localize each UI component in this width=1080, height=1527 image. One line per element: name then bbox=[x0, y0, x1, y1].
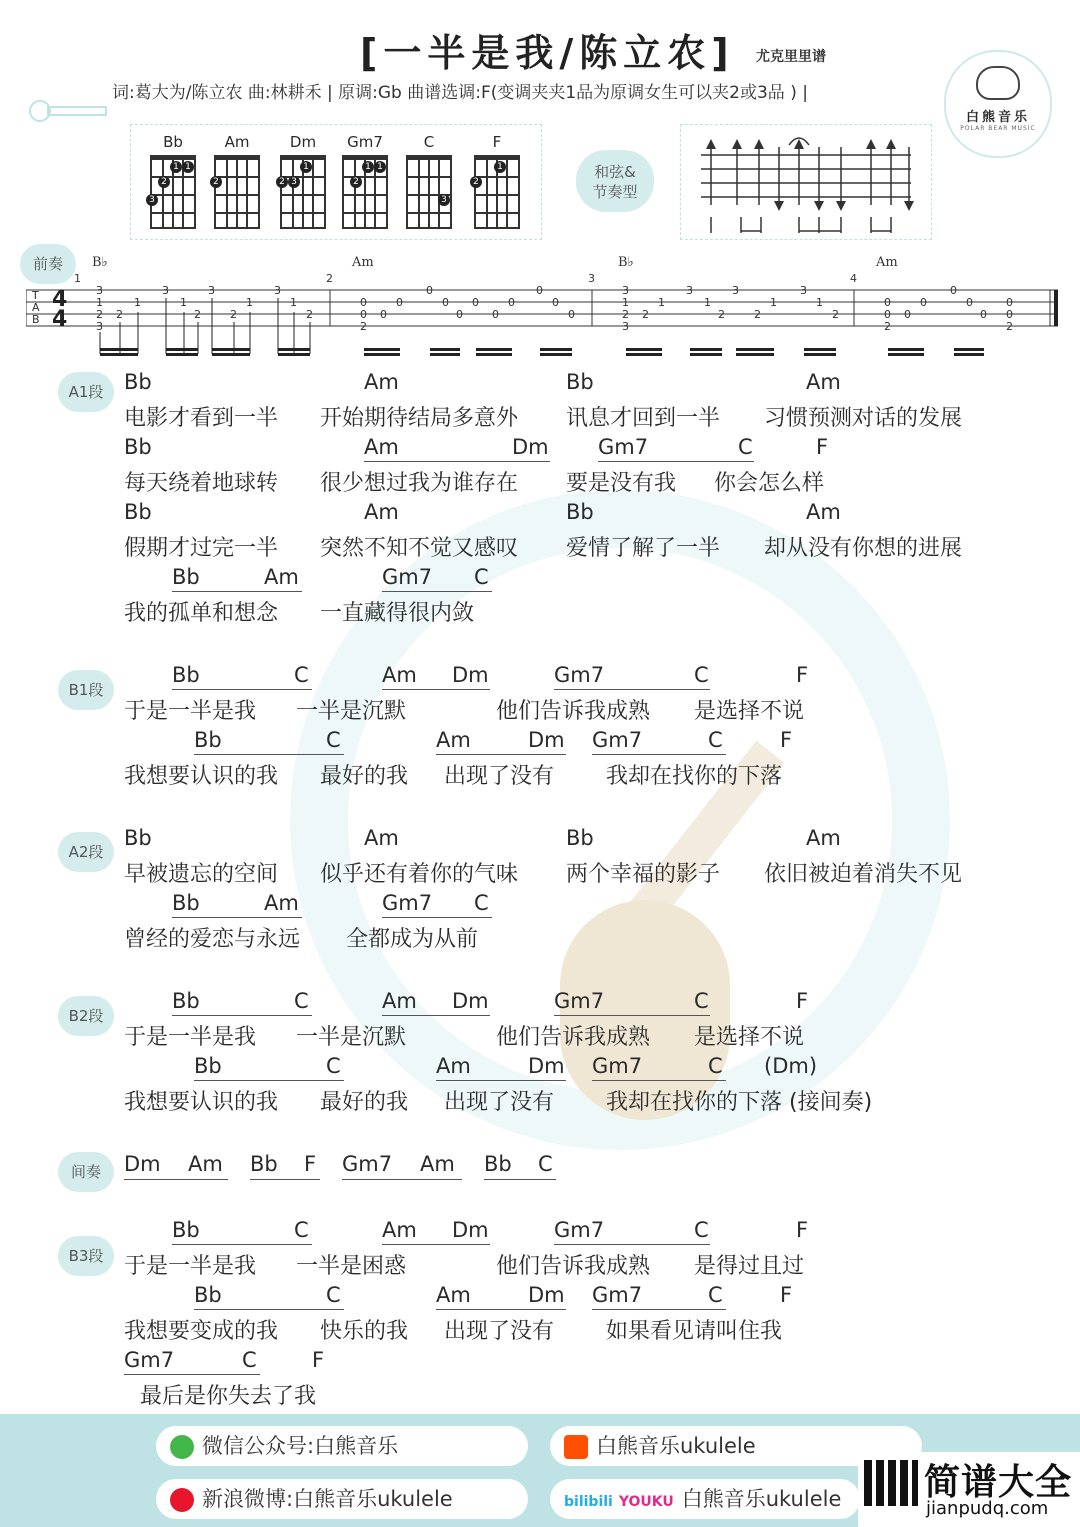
tab-measure-4: 4 bbox=[850, 272, 857, 285]
logo-name: 白熊音乐 bbox=[965, 110, 1030, 125]
svg-text:2: 2 bbox=[96, 308, 103, 321]
video-text: 白熊音乐ukulele bbox=[681, 1487, 842, 1511]
svg-text:0: 0 bbox=[536, 284, 543, 297]
lyric-a2-1b: 似乎还有着你的气味 bbox=[320, 862, 519, 887]
svg-text:2: 2 bbox=[230, 308, 237, 321]
chord: Gm7 bbox=[342, 1152, 393, 1176]
svg-text:0: 0 bbox=[904, 308, 911, 321]
lyric-a1-1a: 电影才看到一半 bbox=[124, 406, 279, 431]
chord-name: Gm7 bbox=[347, 133, 383, 151]
tab-time-top: 4 bbox=[52, 287, 68, 312]
tab-time-bottom: 4 bbox=[52, 307, 68, 332]
svg-text:0: 0 bbox=[360, 296, 367, 309]
tab-clef-t: T bbox=[32, 289, 39, 302]
chord-diagram-dm: Dm 2 3 1 bbox=[277, 133, 329, 229]
chord: Bb bbox=[124, 826, 152, 850]
svg-text:3: 3 bbox=[274, 284, 281, 297]
lyric-b1-2b: 最好的我 bbox=[320, 764, 409, 789]
chord: C bbox=[694, 1218, 709, 1242]
chord-diagram-bb: Bb 3 2 1 1 bbox=[147, 133, 199, 229]
chord-diagram-gm7: Gm7 2 1 1 bbox=[339, 133, 391, 229]
tab-measure-3: 3 bbox=[588, 272, 595, 285]
chord: C bbox=[538, 1152, 553, 1176]
chord-underline bbox=[194, 754, 344, 755]
chord: Bb bbox=[566, 370, 594, 394]
svg-text:0: 0 bbox=[966, 296, 973, 309]
logo-eng: POLAR BEAR MUSIC bbox=[960, 125, 1036, 132]
chord-underline bbox=[592, 1080, 726, 1081]
chord: Am bbox=[382, 663, 417, 687]
svg-text:3: 3 bbox=[208, 284, 215, 297]
taobao-text: 白熊音乐ukulele bbox=[596, 1434, 756, 1458]
chord-underline bbox=[364, 461, 550, 462]
section-label-a1: A1段 bbox=[58, 372, 114, 412]
chord-underline bbox=[554, 1244, 710, 1245]
lyric-b2-1a: 于是一半是我 bbox=[124, 1025, 257, 1050]
svg-text:0: 0 bbox=[492, 308, 499, 321]
svg-text:1: 1 bbox=[180, 296, 187, 309]
section-label-interlude: 间奏 bbox=[58, 1152, 114, 1192]
chord-name: Bb bbox=[163, 133, 183, 151]
tab-chord-1: B♭ bbox=[92, 256, 108, 270]
taobao-icon bbox=[564, 1435, 588, 1459]
chord-underline bbox=[484, 1179, 556, 1180]
lyric-b2-2d: 我却在找你的下落 (接间奏) bbox=[606, 1090, 873, 1115]
lyric-a2-1a: 早被遗忘的空间 bbox=[124, 862, 279, 887]
lyric-b3-1b: 一半是困惑 bbox=[296, 1254, 407, 1279]
lyric-b3-3a: 最后是你失去了我 bbox=[140, 1384, 317, 1409]
svg-text:1: 1 bbox=[704, 296, 711, 309]
svg-text:2: 2 bbox=[306, 308, 313, 321]
lyric-a1-1c: 讯息才回到一半 bbox=[566, 406, 721, 431]
lyric-b1-1a: 于是一半是我 bbox=[124, 699, 257, 724]
lyric-b1-2d: 我却在找你的下落 bbox=[606, 764, 783, 789]
chord: Dm bbox=[512, 435, 549, 459]
chord-underline bbox=[172, 591, 302, 592]
chord: Bb bbox=[194, 728, 222, 752]
piano-icon bbox=[864, 1460, 918, 1506]
chord: Gm7 bbox=[592, 1283, 643, 1307]
svg-text:2: 2 bbox=[718, 308, 725, 321]
chord: Bb bbox=[194, 1054, 222, 1078]
chord-underline bbox=[592, 1309, 726, 1310]
chord: C bbox=[708, 728, 723, 752]
chord-underline bbox=[382, 1015, 490, 1016]
chord: Dm bbox=[452, 1218, 489, 1242]
chord-underline bbox=[194, 1080, 344, 1081]
lyric-a1-4b: 一直藏得很内敛 bbox=[320, 601, 475, 626]
chord-underline bbox=[382, 591, 492, 592]
svg-text:3: 3 bbox=[800, 284, 807, 297]
chord: Bb bbox=[566, 500, 594, 524]
chord-diagrams bbox=[130, 124, 542, 240]
lyric-a1-2b: 很少想过我为谁存在 bbox=[320, 471, 519, 496]
lyric-b1-1d: 是选择不说 bbox=[694, 699, 805, 724]
weibo-pill[interactable] bbox=[156, 1479, 528, 1519]
chord-underline bbox=[172, 1244, 312, 1245]
svg-text:0: 0 bbox=[360, 308, 367, 321]
chord: Dm bbox=[452, 989, 489, 1013]
chord: Dm bbox=[528, 728, 565, 752]
svg-text:1: 1 bbox=[290, 296, 297, 309]
chord-underline bbox=[436, 754, 566, 755]
svg-text:0: 0 bbox=[920, 296, 927, 309]
lyric-b3-1d: 是得过且过 bbox=[694, 1254, 805, 1279]
chord: C bbox=[294, 1218, 309, 1242]
chord: Am bbox=[420, 1152, 455, 1176]
section-label-b1: B1段 bbox=[58, 670, 114, 710]
weibo-icon bbox=[170, 1488, 194, 1512]
intro-tablature bbox=[26, 256, 1060, 364]
svg-text:0: 0 bbox=[442, 296, 449, 309]
chord: Am bbox=[806, 826, 841, 850]
tab-measure-1: 1 bbox=[74, 272, 81, 285]
lyric-a2-2b: 全都成为从前 bbox=[346, 927, 479, 952]
chord-diagram-c: C 3 bbox=[403, 133, 455, 229]
chord-underline bbox=[382, 1244, 490, 1245]
lyric-b1-2c: 出现了没有 bbox=[444, 764, 555, 789]
ukulele-icon bbox=[28, 98, 108, 124]
video-pill[interactable] bbox=[550, 1479, 860, 1519]
svg-text:0: 0 bbox=[1006, 308, 1013, 321]
chord-diagram-f: F 2 1 bbox=[471, 133, 523, 229]
chord-underline bbox=[250, 1179, 320, 1180]
lyric-a1-2c: 要是没有我 bbox=[566, 471, 677, 496]
chord: Bb bbox=[172, 565, 200, 589]
chord-underline bbox=[436, 1080, 566, 1081]
chord: C bbox=[326, 1283, 341, 1307]
lyric-b2-2b: 最好的我 bbox=[320, 1090, 409, 1115]
svg-text:2: 2 bbox=[1006, 320, 1013, 333]
lyric-b3-1a: 于是一半是我 bbox=[124, 1254, 257, 1279]
svg-text:2: 2 bbox=[360, 320, 367, 333]
tab-chord-2: Am bbox=[352, 256, 374, 270]
chord: Am bbox=[264, 891, 299, 915]
chord: Bb bbox=[172, 663, 200, 687]
svg-text:2: 2 bbox=[116, 308, 123, 321]
svg-text:1: 1 bbox=[658, 296, 665, 309]
chord: Gm7 bbox=[554, 989, 605, 1013]
chord: C bbox=[694, 989, 709, 1013]
watermark-en: jianpudq.com bbox=[926, 1498, 1049, 1519]
chord: Dm bbox=[528, 1283, 565, 1307]
chord: C bbox=[738, 435, 753, 459]
chord: Am bbox=[806, 500, 841, 524]
chord: Gm7 bbox=[382, 891, 433, 915]
svg-text:0: 0 bbox=[472, 296, 479, 309]
svg-text:0: 0 bbox=[380, 308, 387, 321]
chord: Dm bbox=[124, 1152, 161, 1176]
section-label-b3: B3段 bbox=[58, 1236, 114, 1276]
svg-text:0: 0 bbox=[884, 296, 891, 309]
svg-text:3: 3 bbox=[732, 284, 739, 297]
lyric-b1-1b: 一半是沉默 bbox=[296, 699, 407, 724]
chord: Bb bbox=[194, 1283, 222, 1307]
chord: Gm7 bbox=[592, 1054, 643, 1078]
lyric-b3-2a: 我想要变成的我 bbox=[124, 1319, 279, 1344]
lyric-a1-2a: 每天绕着地球转 bbox=[124, 471, 279, 496]
badge-line2: 节奏型 bbox=[592, 183, 638, 201]
chord: C bbox=[474, 565, 489, 589]
section-label-intro: 前奏 bbox=[20, 244, 76, 284]
tab-measure-2: 2 bbox=[326, 272, 333, 285]
chord-diagram-am: Am 2 bbox=[211, 133, 263, 229]
section-label-a2: A2段 bbox=[58, 832, 114, 872]
chord: Bb bbox=[124, 500, 152, 524]
svg-text:3: 3 bbox=[96, 284, 103, 297]
chord: Bb bbox=[172, 1218, 200, 1242]
svg-text:1: 1 bbox=[770, 296, 777, 309]
chord: Am bbox=[436, 728, 471, 752]
chord-underline bbox=[172, 1015, 312, 1016]
bear-icon bbox=[976, 66, 1020, 100]
chord: C bbox=[242, 1348, 257, 1372]
chord-name: C bbox=[423, 133, 435, 151]
chord: F bbox=[816, 435, 829, 459]
chord: F bbox=[796, 1218, 809, 1242]
lyric-a2-1c: 两个幸福的影子 bbox=[566, 862, 721, 887]
lyric-b3-2d: 如果看见请叫住我 bbox=[606, 1319, 783, 1344]
tab-clef-b: B bbox=[32, 313, 40, 326]
svg-text:2: 2 bbox=[884, 320, 891, 333]
svg-text:1: 1 bbox=[96, 296, 103, 309]
section-label-b2: B2段 bbox=[58, 996, 114, 1036]
chord: (Dm) bbox=[764, 1054, 818, 1078]
bilibili-logo: bilibili bbox=[564, 1494, 613, 1510]
chord-underline bbox=[172, 689, 312, 690]
chord-underline bbox=[342, 1179, 462, 1180]
chord: C bbox=[326, 1054, 341, 1078]
lyric-a1-2d: 你会怎么样 bbox=[714, 471, 825, 496]
lyric-a1-3a: 假期才过完一半 bbox=[124, 536, 279, 561]
lyric-a1-3c: 爱情了解了一半 bbox=[566, 536, 721, 561]
chord: Gm7 bbox=[598, 435, 649, 459]
chord: Bb bbox=[124, 370, 152, 394]
chord-name: Am bbox=[224, 133, 250, 151]
svg-text:3: 3 bbox=[96, 320, 103, 333]
tab-chord-4: Am bbox=[876, 256, 898, 270]
chord: Bb bbox=[172, 891, 200, 915]
tab-clef-a: A bbox=[32, 301, 40, 314]
chord: Am bbox=[364, 826, 399, 850]
svg-text:0: 0 bbox=[552, 296, 559, 309]
song-title: [一半是我/陈立农] bbox=[360, 31, 735, 75]
youku-logo: YOUKU bbox=[618, 1494, 674, 1510]
chord: Gm7 bbox=[554, 1218, 605, 1242]
chord: Bb bbox=[566, 826, 594, 850]
chord: F bbox=[796, 663, 809, 687]
chord-underline bbox=[172, 917, 302, 918]
rhythm-pattern bbox=[680, 124, 932, 240]
lyric-b2-1d: 是选择不说 bbox=[694, 1025, 805, 1050]
chord: Gm7 bbox=[592, 728, 643, 752]
lyric-b2-1c: 他们告诉我成熟 bbox=[496, 1025, 651, 1050]
svg-text:3: 3 bbox=[622, 284, 629, 297]
chord: Am bbox=[364, 435, 399, 459]
chord: Gm7 bbox=[554, 663, 605, 687]
chord: Am bbox=[382, 989, 417, 1013]
lyric-b2-2c: 出现了没有 bbox=[444, 1090, 555, 1115]
svg-text:2: 2 bbox=[642, 308, 649, 321]
chord: C bbox=[294, 663, 309, 687]
wechat-pill[interactable] bbox=[156, 1426, 528, 1466]
wechat-icon bbox=[170, 1435, 194, 1459]
svg-text:0: 0 bbox=[884, 308, 891, 321]
chord: Am bbox=[436, 1283, 471, 1307]
chord-underline bbox=[436, 1309, 566, 1310]
chord-underline bbox=[382, 689, 490, 690]
badge-line1: 和弦& bbox=[594, 163, 636, 181]
chord: C bbox=[474, 891, 489, 915]
chord-underline bbox=[124, 1374, 260, 1375]
chord-underline bbox=[592, 754, 726, 755]
svg-text:0: 0 bbox=[568, 308, 575, 321]
chord: Am bbox=[382, 1218, 417, 1242]
chord-underline bbox=[382, 917, 492, 918]
chord-rhythm-badge bbox=[576, 150, 654, 212]
svg-text:0: 0 bbox=[1006, 296, 1013, 309]
svg-text:2: 2 bbox=[832, 308, 839, 321]
chord: F bbox=[312, 1348, 325, 1372]
lyric-b3-1c: 他们告诉我成熟 bbox=[496, 1254, 651, 1279]
chord: Am bbox=[364, 370, 399, 394]
chord: Bb bbox=[484, 1152, 512, 1176]
lyric-a1-1d: 习惯预测对话的发展 bbox=[764, 406, 963, 431]
chord: Am bbox=[806, 370, 841, 394]
lyric-b1-1c: 他们告诉我成熟 bbox=[496, 699, 651, 724]
svg-text:1: 1 bbox=[622, 296, 629, 309]
chord-underline bbox=[124, 1179, 228, 1180]
lyric-a1-1b: 开始期待结局多意外 bbox=[320, 406, 519, 431]
title-subtitle: 尤克里里谱 bbox=[756, 49, 826, 65]
chord: Am bbox=[264, 565, 299, 589]
chord: C bbox=[294, 989, 309, 1013]
chord: Bb bbox=[172, 989, 200, 1013]
chord: C bbox=[708, 1054, 723, 1078]
chord: Am bbox=[364, 500, 399, 524]
svg-text:0: 0 bbox=[426, 284, 433, 297]
lyric-b3-2c: 出现了没有 bbox=[444, 1319, 555, 1344]
lyric-a1-3d: 却从没有你想的进展 bbox=[764, 536, 963, 561]
chord-underline bbox=[554, 1015, 710, 1016]
watermark bbox=[858, 1452, 1080, 1527]
svg-text:0: 0 bbox=[950, 284, 957, 297]
chord: F bbox=[304, 1152, 317, 1176]
lyric-b2-1b: 一半是沉默 bbox=[296, 1025, 407, 1050]
chord: F bbox=[780, 1283, 793, 1307]
lyric-b2-2a: 我想要认识的我 bbox=[124, 1090, 279, 1115]
chord: C bbox=[326, 728, 341, 752]
svg-text:2: 2 bbox=[194, 308, 201, 321]
lyric-b1-2a: 我想要认识的我 bbox=[124, 764, 279, 789]
weibo-text: 新浪微博:白熊音乐ukulele bbox=[202, 1487, 453, 1511]
chord: Gm7 bbox=[124, 1348, 175, 1372]
watermark-zh: 简谱大全 bbox=[924, 1462, 1073, 1503]
svg-text:3: 3 bbox=[686, 284, 693, 297]
chord-name: Dm bbox=[289, 133, 317, 151]
chord-underline bbox=[554, 689, 710, 690]
lyric-b3-2b: 快乐的我 bbox=[320, 1319, 409, 1344]
wechat-text: 微信公众号:白熊音乐 bbox=[202, 1434, 399, 1458]
chord: Dm bbox=[528, 1054, 565, 1078]
svg-text:3: 3 bbox=[162, 284, 169, 297]
lyric-a2-1d: 依旧被迫着消失不见 bbox=[764, 862, 963, 887]
chord: C bbox=[708, 1283, 723, 1307]
chord: Bb bbox=[124, 435, 152, 459]
chord: Dm bbox=[452, 663, 489, 687]
polar-bear-logo bbox=[944, 50, 1052, 158]
tab-chord-3: B♭ bbox=[618, 256, 634, 270]
svg-text:0: 0 bbox=[396, 296, 403, 309]
svg-text:3: 3 bbox=[622, 320, 629, 333]
song-meta: 词:葛大为/陈立农 曲:林耕禾 | 原调:Gb 曲谱选调:F(变调夹夹1品为原调女生可以夹2或3品 ) | bbox=[112, 83, 808, 103]
svg-text:1: 1 bbox=[134, 296, 141, 309]
chord: F bbox=[796, 989, 809, 1013]
svg-text:2: 2 bbox=[754, 308, 761, 321]
svg-text:1: 1 bbox=[246, 296, 253, 309]
chord: Bb bbox=[250, 1152, 278, 1176]
chord-underline bbox=[598, 461, 754, 462]
chord: Gm7 bbox=[382, 565, 433, 589]
svg-text:0: 0 bbox=[980, 308, 987, 321]
svg-text:0: 0 bbox=[456, 308, 463, 321]
chord: Am bbox=[188, 1152, 223, 1176]
svg-text:1: 1 bbox=[816, 296, 823, 309]
lyric-a2-2a: 曾经的爱恋与永远 bbox=[124, 927, 301, 952]
lyric-a1-3b: 突然不知不觉又感叹 bbox=[320, 536, 519, 561]
chord-name: F bbox=[492, 133, 502, 151]
chord: Am bbox=[436, 1054, 471, 1078]
svg-text:2: 2 bbox=[622, 308, 629, 321]
chord: F bbox=[780, 728, 793, 752]
lyric-a1-4a: 我的孤单和想念 bbox=[124, 601, 279, 626]
chord-underline bbox=[194, 1309, 344, 1310]
tab-staff bbox=[26, 256, 1060, 364]
svg-text:0: 0 bbox=[508, 296, 515, 309]
chord: C bbox=[694, 663, 709, 687]
